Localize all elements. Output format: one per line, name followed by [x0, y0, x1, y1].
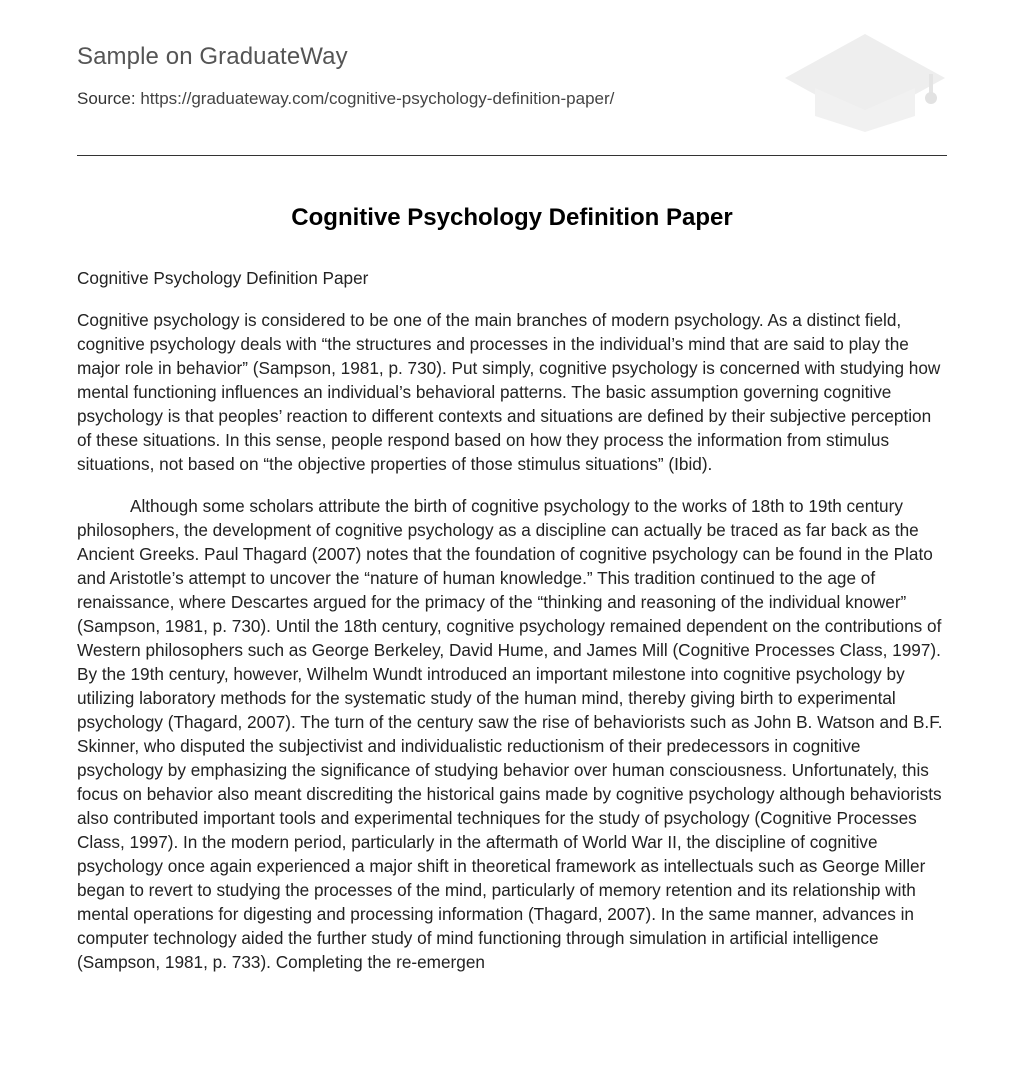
site-title: Sample on GraduateWay: [77, 43, 348, 70]
paragraph: Cognitive psychology is considered to be one of the main branches of modern psychology. As a distinct field, cognitive psychology deals with “the structures and processes in the individual’s mind that are said to play the major role in behavior” (Sampson, 1981, p. 730). Put simply, cognitive psychology is concerned with studying how mental functioning influences an individual’s behavioral patterns. The basic assumption governing cognitive psychology is that peoples’ reaction to different contexts and situations are defined by their subjective perception of these situations. In this sense, people respond based on how they process the information from stimulus situations, not based on “the objective properties of those stimulus situations” (Ibid).: [77, 310, 941, 474]
source-line: [77, 89, 614, 109]
paragraph: Although some scholars attribute the birth of cognitive psychology to the works of 18th to 19th century philosophers, the development of cognitive psychology as a discipline can actually be traced as far back as the Ancient Greeks. Paul Thagard (2007) notes that the foundation of cognitive psychology can be found in the Plato and Aristotle’s attempt to uncover the “nature of human knowledge.” This tradition continued to the age of renaissance, where Descartes argued for the primacy of the “thinking and reasoning of the individual knower” (Sampson, 1981, p. 730). Until the 18th century, cognitive psychology remained dependent on the contributions of Western philosophers such as George Berkeley, David Hume, and James Mill (Cognitive Processes Class, 1997). By the 19th century, however, Wilhelm Wundt introduced an important milestone into cognitive psychology by utilizing laboratory methods for the systematic study of the human mind, thereby giving birth to experimental psychology (Thagard, 2007). The turn of the century saw the rise of behaviorists such as John B. Watson and B.F. Skinner, who disputed the subjectivist and individualistic reductionism of their predecessors in cognitive psychology by emphasizing the significance of studying behavior over human consciousness. Unfortunately, this focus on behavior also meant discrediting the historical gains made by cognitive psychology although behaviorists also contributed important tools and experimental techniques for the study of psychology (Cognitive Processes Class, 1997). In the modern period, particularly in the aftermath of World War II, the discipline of cognitive psychology once again experienced a major shift in theoretical framework as intellectuals such as George Miller began to revert to studying the processes of the mind, particularly of memory retention and its relationship with mental operations for digesting and processing information (Thagard, 2007). In the same manner, advances in computer technology aided the further study of mind functioning through simulation in artificial intelligence (Sampson, 1981, p. 733). Completing the re-emergen: [77, 496, 943, 972]
source-link[interactable]: https://graduateway.com/cognitive-psychology-definition-paper/: [140, 89, 615, 108]
graduation-cap-icon: [781, 30, 949, 134]
page-header: [77, 0, 947, 156]
document-title: Cognitive Psychology Definition Paper: [291, 204, 733, 231]
header-divider: [77, 155, 947, 156]
paragraph: Cognitive Psychology Definition Paper: [77, 268, 369, 288]
document-body: [77, 266, 949, 992]
source-label: Source:: [77, 89, 136, 108]
